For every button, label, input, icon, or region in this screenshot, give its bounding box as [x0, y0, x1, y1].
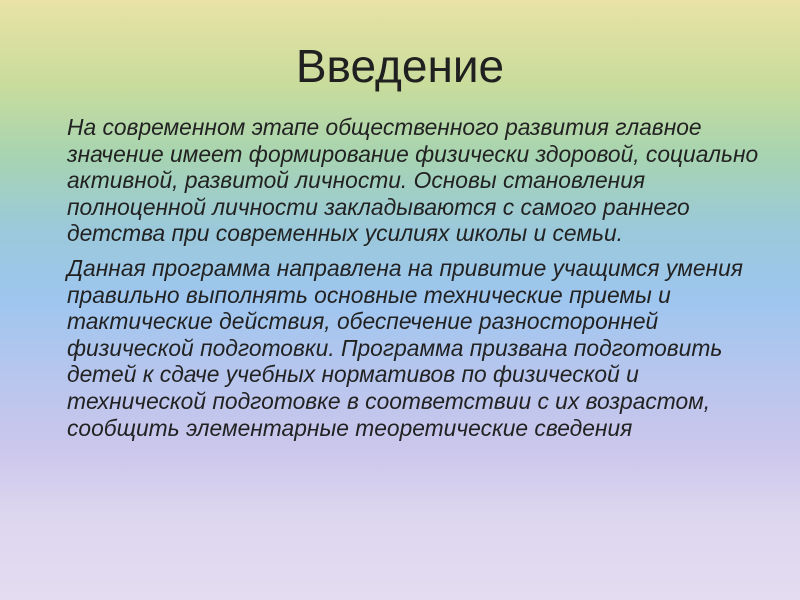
- paragraph-program: Данная программа направлена на привитие учащимся умения правильно выполнять основные технические приемы и тактические действия, обеспечение разносторонней физической подготовки. Программа призвана подготовить детей к сдаче учебных нормативов по физической и технической подготовке в соответствии с их возрастом, сообщить элементарные теоретические сведения: [67, 254, 743, 441]
- slide-title: Введение: [295, 40, 505, 92]
- slide-body: [67, 114, 767, 449]
- paragraph-intro: На современном этапе общественного развития главное значение имеет формирование физически здоровой, социально активной, развитой личности. Основы становления полноценной личности закладываются с самого раннего детства при современных усилиях школы и семьи.: [67, 114, 759, 247]
